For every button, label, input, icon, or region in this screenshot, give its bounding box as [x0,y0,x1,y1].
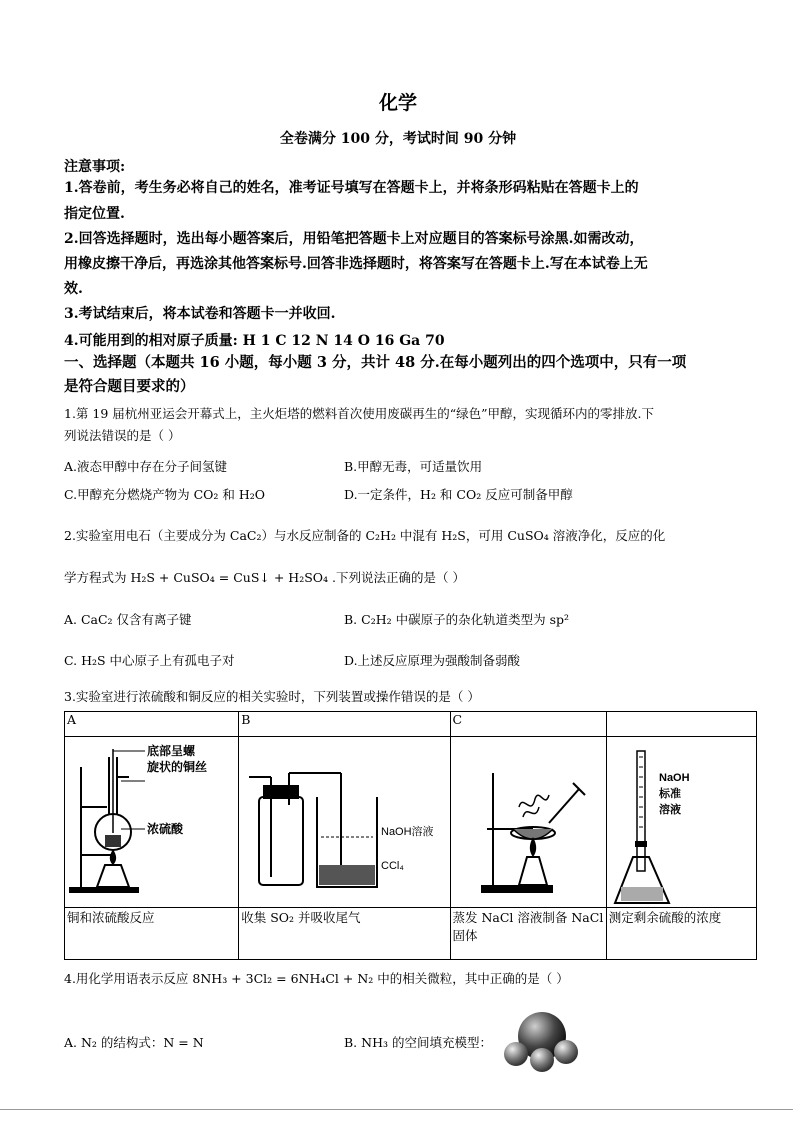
question-1-option-c: C.甲醇充分燃烧产物为 CO₂ 和 H₂O [64,487,265,502]
notice-item-2-end: 效. [64,281,83,297]
question-1-option-b: B.甲醇无毒，可适量饮用 [344,459,483,474]
caption-b: 收集 SO₂ 并吸收尾气 [239,908,450,960]
notice-item-3: 3.考试结束后，将本试卷和答题卡一并收回. [64,306,336,322]
notice-heading: 注意事项: [64,159,126,175]
question-4-option-b: B. NH₃ 的空间填充模型： [344,1035,492,1050]
question-2-option-d: D.上述反应原理为强酸制备弱酸 [344,653,521,668]
col-header-a: A [65,712,239,737]
notice-item-2-cont: 用橡皮擦干净后，再选涂其他答案标号.回答非选择题时，将答案写在答题卡上.写在本试卷上无 [64,256,648,272]
gas-collection-figure [241,737,446,905]
copper-acid-apparatus-figure [67,737,235,905]
label-solution: 溶液 [658,804,681,816]
figure-b-cell [239,737,450,908]
question-2-option-c: C. H₂S 中心原子上有孤电子对 [64,653,235,668]
notice-item-4: 4.可能用到的相对原子质量: H 1 C 12 N 14 O 16 Ga 70 [64,333,445,349]
question-1-option-d: D.一定条件，H₂ 和 CO₂ 反应可制备甲醇 [344,487,573,502]
label-standard: 标准 [658,788,681,800]
question-4-stem: 4.用化学用语表示反应 8NH₃ + 3Cl₂ = 6NH₄Cl + N₂ 中的相关微粒，其中正确的是（ ） [64,971,569,986]
question-1-line2: 列说法错误的是（ ） [64,428,181,443]
label-sulfuric-acid: 浓硫酸 [147,822,184,836]
col-header-c: C [450,712,606,737]
titration-figure [609,737,753,905]
question-3-table [64,711,757,960]
label-naoh-solution: NaOH溶液 [381,826,434,838]
figure-a-cell [65,737,239,908]
notice-item-1-cont: 指定位置. [64,206,125,222]
notice-item-2: 2.回答选择题时，选出每小题答案后，用铅笔把答题卡上对应题目的答案标号涂黑.如需改动， [64,231,644,247]
figure-d-cell [606,737,756,908]
notice-item-1: 1.答卷前，考生务必将自己的姓名，准考证号填写在答题卡上，并将条形码粘贴在答题卡上的 [64,180,639,196]
caption-c: 蒸发 NaCl 溶液制备 NaCl 固体 [450,908,606,960]
question-2-line2: 学方程式为 H₂S + CuSO₄ = CuS↓ + H₂SO₄ .下列说法正确的是（ ） [64,570,465,585]
col-header-d [606,712,756,737]
question-4-option-a: A. N₂ 的结构式：N = N [64,1035,204,1050]
question-1-stem [64,403,732,447]
label-copper-wire: 底部呈螺 [147,744,196,758]
page-bottom-divider [0,1109,793,1110]
section-heading-line1: 一、选择题（本题共 16 小题，每小题 3 分，共计 48 分.在每小题列出的四个选项中，只有一项 [64,354,687,371]
question-2-option-b: B. C₂H₂ 中碳原子的杂化轨道类型为 sp² [344,612,569,627]
section-heading-line2: 是符合题目要求的） [64,378,195,395]
page-subtitle: 全卷满分 100 分，考试时间 90 分钟 [279,131,517,147]
label-naoh: NaOH [658,772,690,784]
caption-a: 铜和浓硫酸反应 [65,908,239,960]
label-copper-wire-2: 旋状的铜丝 [147,760,208,774]
caption-d: 测定剩余硫酸的浓度 [606,908,756,960]
col-header-b: B [239,712,450,737]
question-1-line1: 1.第 19 届杭州亚运会开幕式上，主火炬塔的燃料首次使用废碳再生的“绿色”甲醇，实现循环内的零排放.下 [64,406,655,421]
question-1-option-a: A.液态甲醇中存在分子间氢键 [64,459,228,474]
ammonia-space-filling-model [502,1010,582,1072]
question-3-stem: 3.实验室进行浓硫酸和铜反应的相关实验时，下列装置或操作错误的是（ ） [64,689,480,704]
question-2-option-a: A. CaC₂ 仅含有离子键 [64,612,192,627]
figure-c-cell [450,737,606,908]
question-2-line1: 2.实验室用电石（主要成分为 CaC₂）与水反应制备的 C₂H₂ 中混有 H₂S，可用 CuSO₄ 溶液净化，反应的化 [64,528,666,543]
label-ccl4: CCl₄ [381,860,405,872]
evaporation-figure [453,737,603,905]
page-title: 化学 [378,92,417,114]
section-heading [64,351,732,399]
